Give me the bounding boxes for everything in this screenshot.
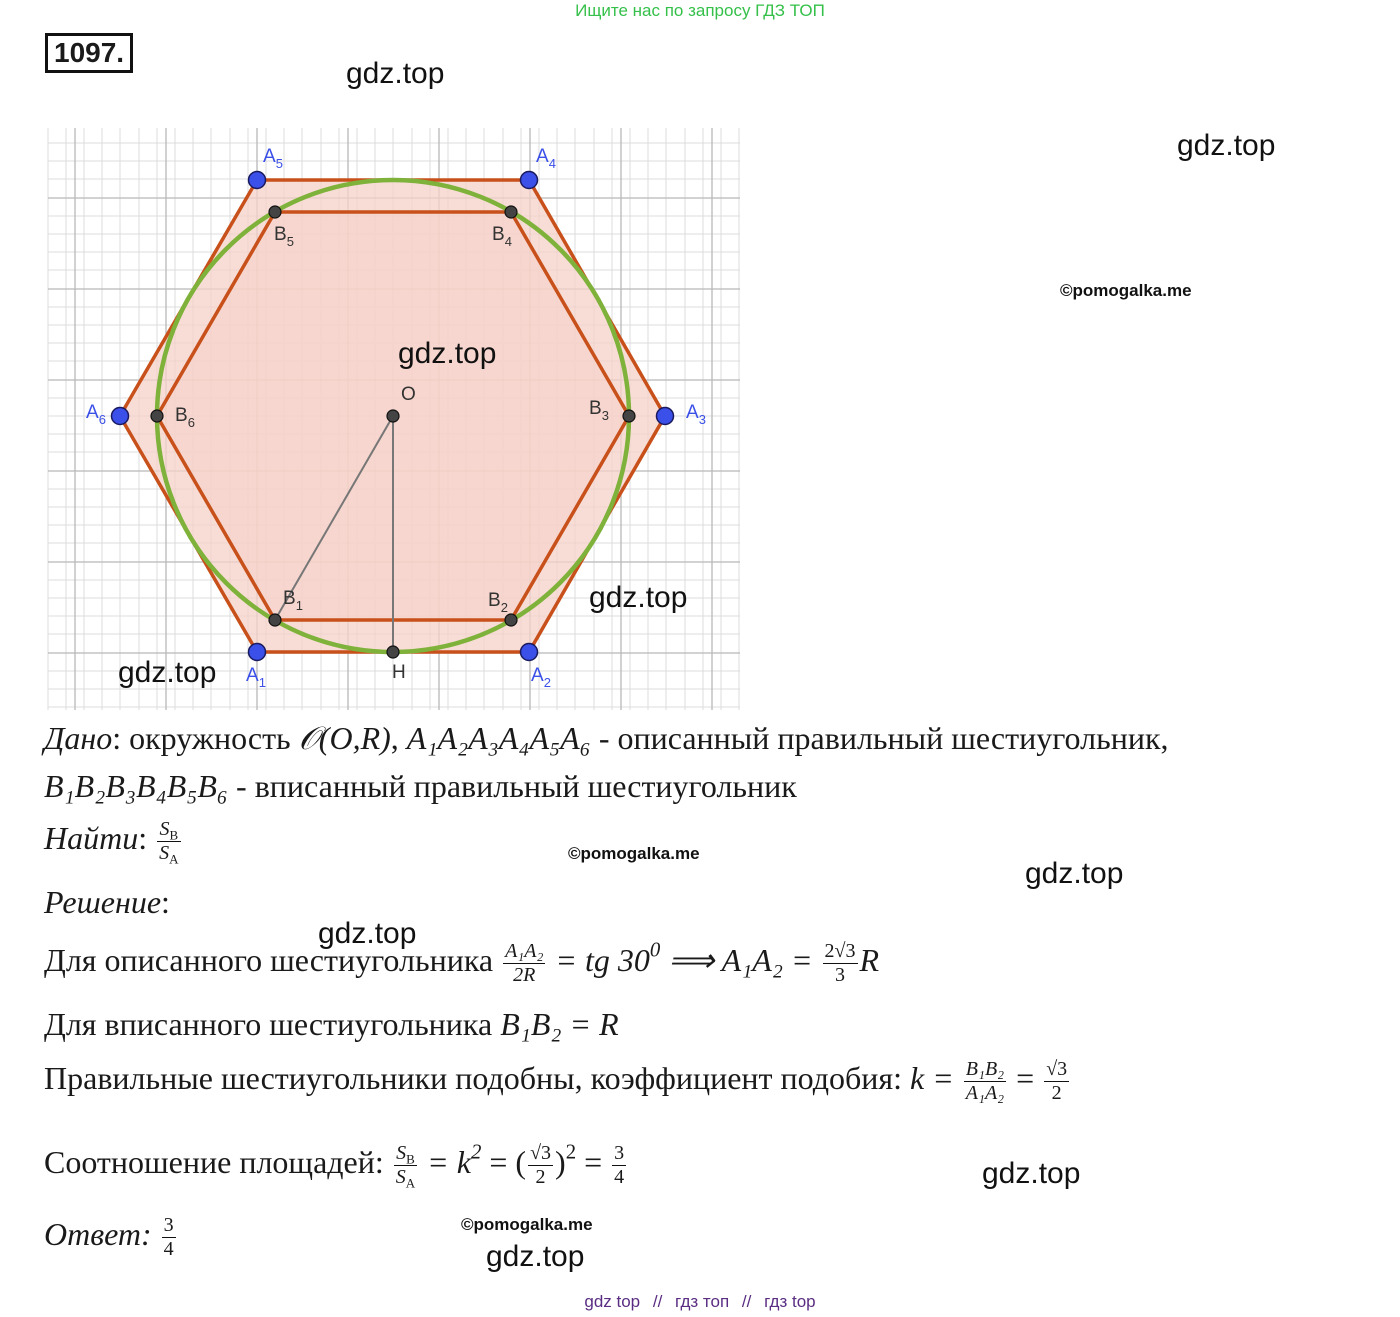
watermark-gdz: gdz.top <box>1025 857 1124 890</box>
answer-label: Ответ: <box>44 1215 152 1252</box>
label-A3: $A_3$ <box>686 402 706 427</box>
label-B5: $B_5$ <box>274 224 294 249</box>
watermark-pomogalka: ©pomogalka.me <box>568 844 700 863</box>
point-A5 <box>249 172 266 189</box>
point-A4 <box>521 172 538 189</box>
footer-link-gdz-top[interactable]: gdz top <box>584 1292 641 1311</box>
label-B6: $B_6$ <box>175 405 195 430</box>
point-A6 <box>112 408 129 425</box>
find-label: Найти <box>44 819 139 856</box>
find-fraction: $\frac{S_B}{S_A}$ <box>159 818 179 867</box>
label-B1: $B_1$ <box>283 588 303 613</box>
footer-link-gdz-top-mixed[interactable]: гдз top <box>764 1292 816 1311</box>
watermark-gdz: gdz.top <box>346 57 445 90</box>
point-O <box>387 410 399 422</box>
given-label: Дано <box>44 720 113 756</box>
label-A4: $A_4$ <box>536 146 556 171</box>
top-banner[interactable]: Ищите нас по запросу ГДЗ ТОП <box>575 1 825 20</box>
point-B1 <box>269 614 281 626</box>
footer-links <box>0 1292 1400 1312</box>
point-A1 <box>249 644 266 661</box>
label-A2: $A_2$ <box>531 665 551 690</box>
point-B3 <box>623 410 635 422</box>
solution-label: Решение <box>44 884 162 920</box>
find-line: Найти: $\frac{S_B}{S_A}$ <box>44 818 179 867</box>
solution-line-2: Для вписанного шестиугольника B₁B₂ = R <box>44 1006 619 1042</box>
label-B2: $B_2$ <box>488 590 508 615</box>
point-B6 <box>151 410 163 422</box>
watermark-gdz: gdz.top <box>118 656 217 689</box>
watermark-gdz: gdz.top <box>589 581 688 614</box>
point-B4 <box>505 206 517 218</box>
watermark-gdz: gdz.top <box>982 1157 1081 1190</box>
answer-line: Ответ: $\frac{3}{4}$ <box>44 1214 174 1260</box>
given-line-1: Дано: окружность 𝒪(O,R), A₁A₂A₃A₄A₅A₆ - описанный правильный шестиугольник, <box>44 720 1169 756</box>
label-A5: $A_5$ <box>263 146 283 171</box>
footer-link-gdz-top-ru[interactable]: гдз топ <box>675 1292 730 1311</box>
point-A3 <box>657 408 674 425</box>
label-H: H <box>392 662 406 683</box>
problem-number: 1097. <box>45 33 133 73</box>
label-O: O <box>401 384 416 405</box>
point-B5 <box>269 206 281 218</box>
watermark-gdz: gdz.top <box>398 337 497 370</box>
label-A6: $A_6$ <box>86 402 106 427</box>
point-H <box>387 646 399 658</box>
given-line-2: B₁B₂B₃B₄B₅B₆ - вписанный правильный шестиугольник <box>44 768 797 804</box>
solution-label-line: Решение: <box>44 884 170 920</box>
point-B2 <box>505 614 517 626</box>
label-A1: $A_1$ <box>246 665 266 690</box>
point-A2 <box>521 644 538 661</box>
watermark-pomogalka: ©pomogalka.me <box>461 1215 593 1234</box>
label-B3: $B_3$ <box>589 398 609 423</box>
footer-separator: // <box>652 1292 663 1311</box>
solution-line-3: Правильные шестиугольники подобны, коэффициент подобия: k = $\frac{\text{B₁B₂}}{\text{A₁A₂}}$ = $\frac{√3}{2}$ <box>44 1058 1068 1104</box>
solution-line-1: Для описанного шестиугольника $\frac{\text{A₁A₂}}{2R}$ = tg $30^0$ ⟹ A₁A₂ = $\frac{2√3}{3}$ R <box>44 938 880 986</box>
watermark-gdz: gdz.top <box>486 1240 585 1273</box>
label-B4: $B_4$ <box>492 224 512 249</box>
watermark-gdz: gdz.top <box>1177 129 1276 162</box>
solution-line-4: Соотношение площадей: $\frac{S_B}{S_A}$ = $k^2$ = ( $\frac{√3}{2}$ )$^2$ = $\frac{3}{4}$ <box>44 1140 625 1191</box>
footer-separator: // <box>741 1292 752 1311</box>
watermark-pomogalka: ©pomogalka.me <box>1060 281 1192 300</box>
watermark-gdz: gdz.top <box>318 917 417 950</box>
